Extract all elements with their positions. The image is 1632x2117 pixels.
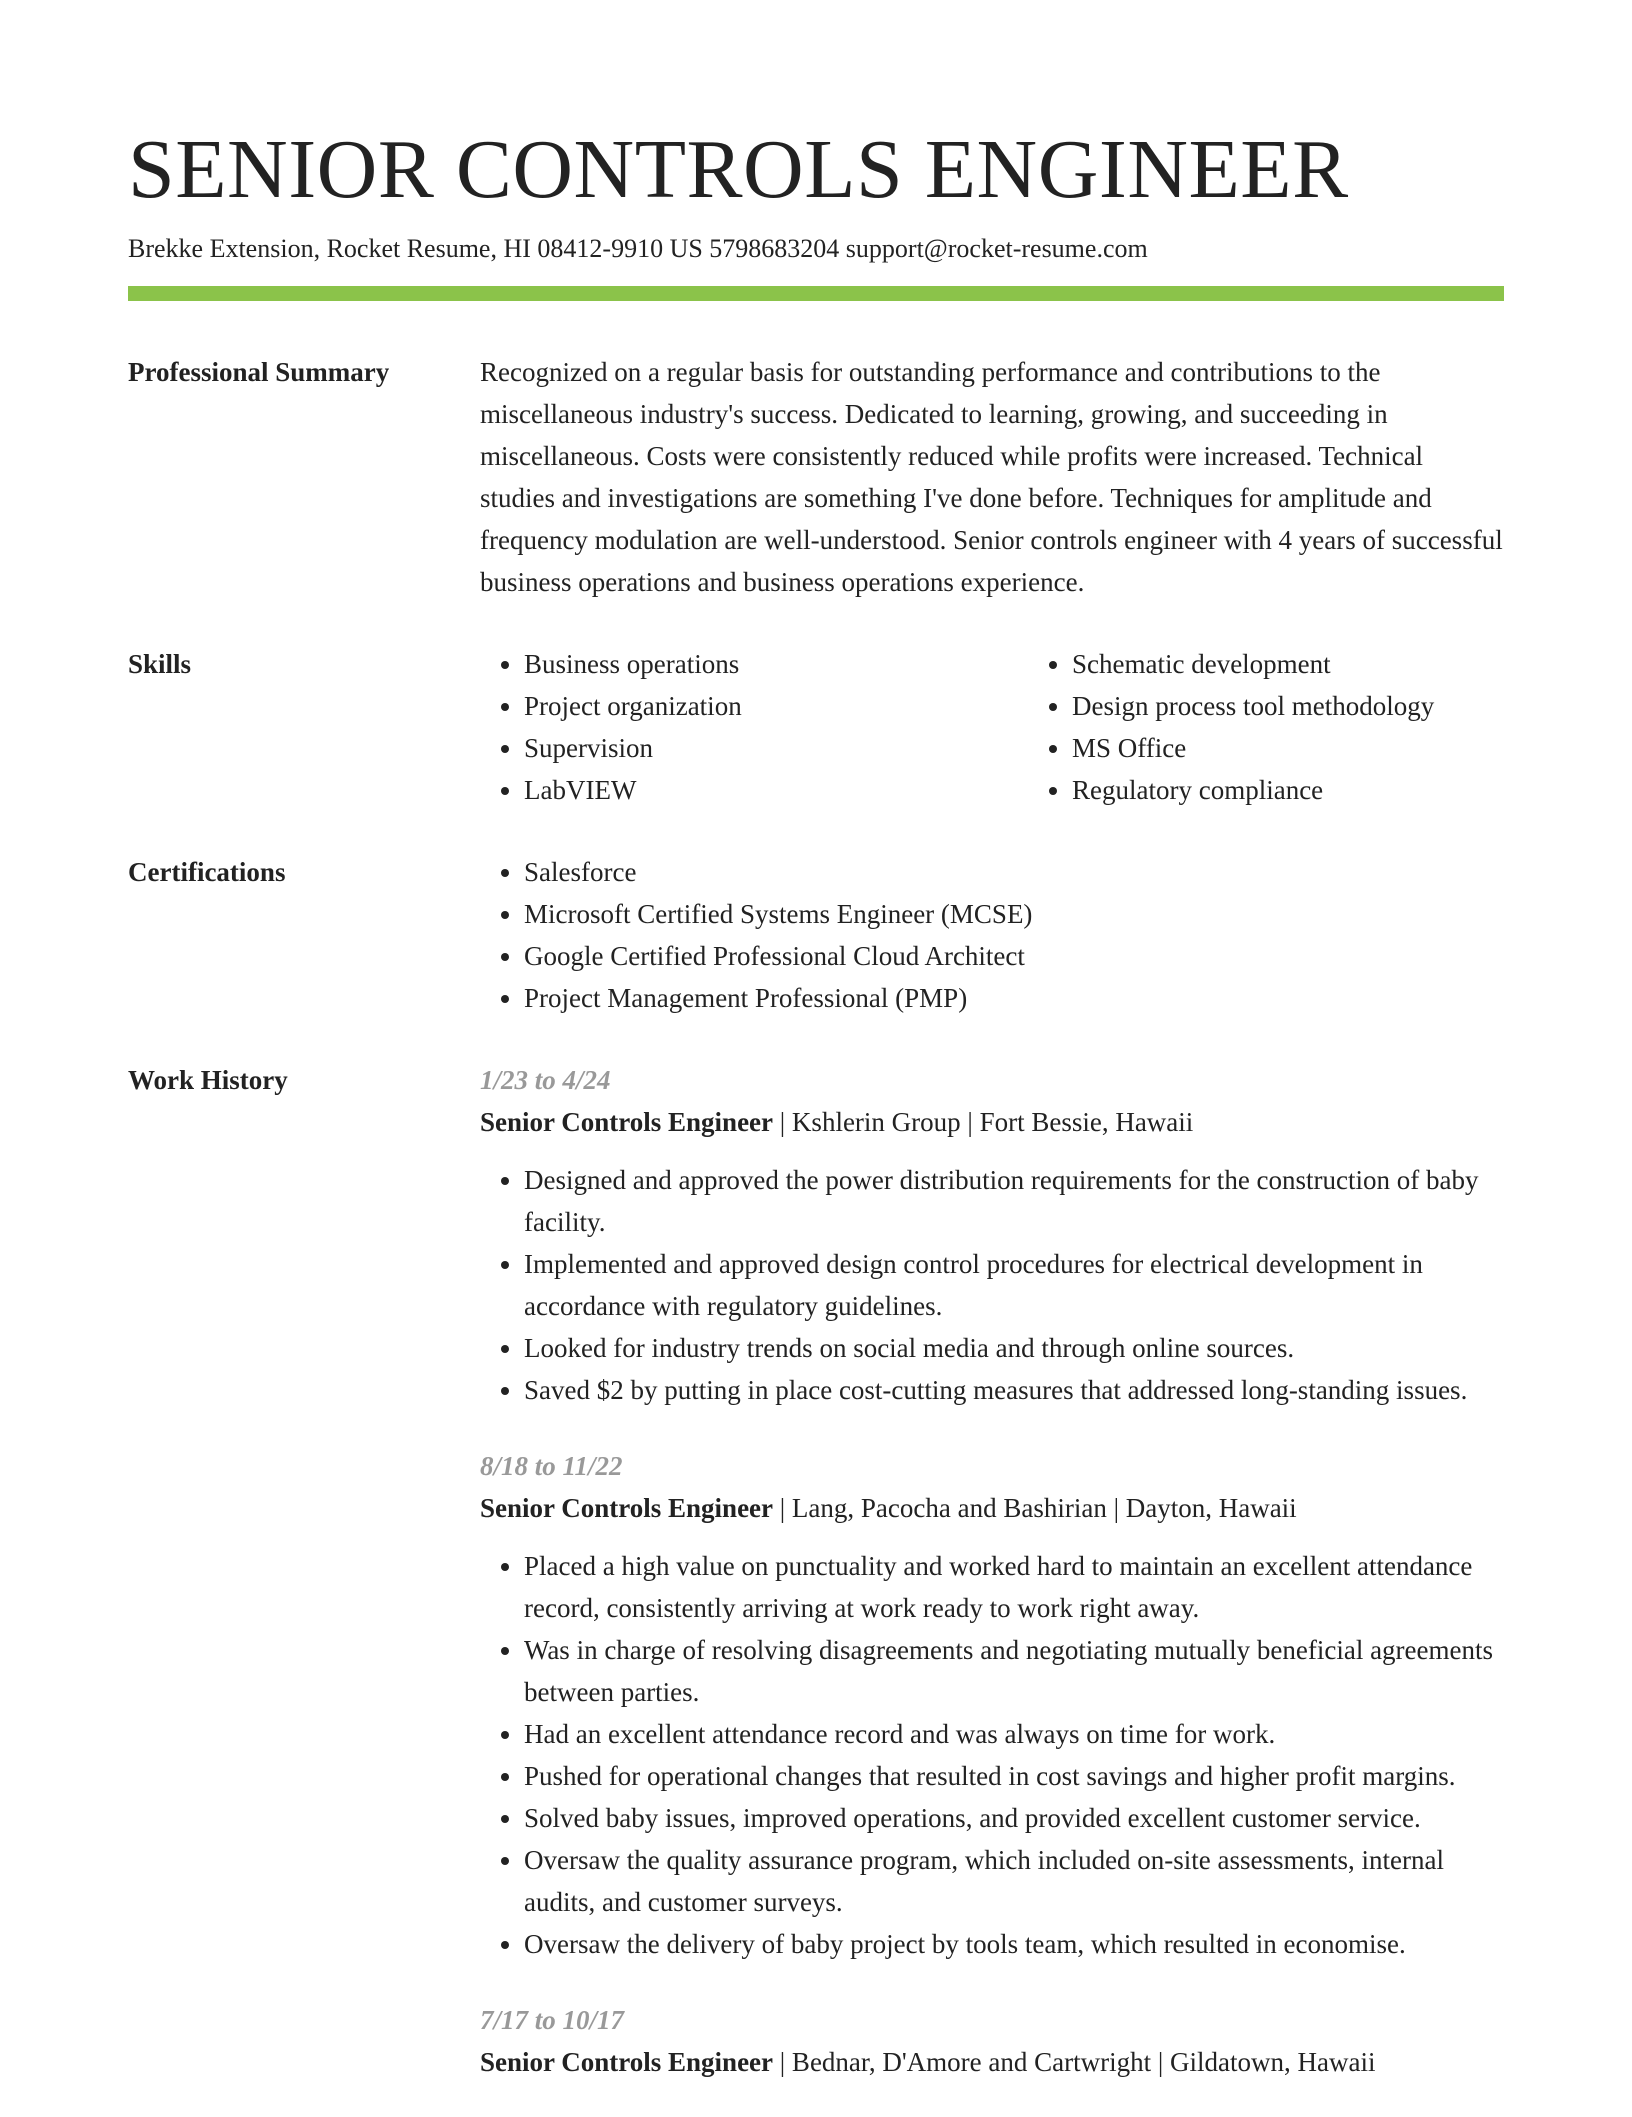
skill-item: • Design process tool methodology <box>1072 685 1576 727</box>
section-label: Work History <box>128 1065 288 1095</box>
section-label: Professional Summary <box>128 357 390 387</box>
job-bullet: • Looked for industry trends on social media and through online sources. <box>524 1327 1504 1369</box>
job-bullets <box>480 1545 1504 1965</box>
certification-item: • Salesforce <box>524 851 1504 893</box>
resume-page <box>128 0 1504 2117</box>
job-heading <box>480 2041 1504 2083</box>
job-bullet: • Was in charge of resolving disagreements and negotiating mutually beneficial agreements between parties. <box>524 1629 1504 1713</box>
job-heading <box>480 1101 1504 1143</box>
skill-item: • Regulatory compliance <box>1072 769 1576 811</box>
certifications-section <box>128 851 1504 1019</box>
skills-list-left <box>480 643 1028 811</box>
job-bullet: • Saved $2 by putting in place cost-cutting measures that addressed long-standing issues. <box>524 1369 1504 1411</box>
job-bullet: • Implemented and approved design control procedures for electrical development in accordance with regulatory guidelines. <box>524 1243 1504 1327</box>
job-employer-location: | Kshlerin Group | Fort Bessie, Hawaii <box>773 1107 1194 1137</box>
summary-text: Recognized on a regular basis for outstanding performance and contributions to the miscellaneous industry's success. Dedicated to learning, growing, and succeeding in miscellaneous. Costs were consistently reduced while profits were increased. Technical studies and investigations are something I've done before. Techniques for amplitude and frequency modulation are well-understood. Senior controls engineer with 4 years of successful business operations and business operations experience. <box>480 357 1503 597</box>
summary-section <box>128 351 1504 603</box>
work-history-section <box>128 1059 1504 2117</box>
job-bullet: • Solved baby issues, improved operations, and provided excellent customer service. <box>524 1797 1504 1839</box>
job-entry <box>480 1059 1504 1411</box>
job-heading <box>480 1487 1504 1529</box>
certification-item: • Microsoft Certified Systems Engineer (MCSE) <box>524 893 1504 935</box>
job-entry <box>480 1445 1504 1965</box>
job-title: Senior Controls Engineer <box>480 1107 774 1137</box>
certifications-list <box>480 851 1504 1019</box>
job-dates: 7/17 to 10/17 <box>480 2005 625 2035</box>
skill-item: • Project organization <box>524 685 1028 727</box>
contact-line: Brekke Extension, Rocket Resume, HI 08412-9910 US 5798683204 support@rocket-resume.com <box>128 234 1148 263</box>
job-bullet: • Designed and approved the power distribution requirements for the construction of baby facility. <box>524 1159 1504 1243</box>
job-employer-location: | Bednar, D'Amore and Cartwright | Gildatown, Hawaii <box>773 2047 1376 2077</box>
skills-list-right <box>1028 643 1576 811</box>
certification-item: • Project Management Professional (PMP) <box>524 977 1504 1019</box>
job-employer-location: | Lang, Pacocha and Bashirian | Dayton, Hawaii <box>773 1493 1297 1523</box>
job-bullet: • Oversaw the delivery of baby project by tools team, which resulted in economise. <box>524 1923 1504 1965</box>
job-title: Senior Controls Engineer <box>480 2047 774 2077</box>
job-dates: 8/18 to 11/22 <box>480 1451 623 1481</box>
skills-section <box>128 643 1504 811</box>
skill-item: • MS Office <box>1072 727 1576 769</box>
skill-item: • Schematic development <box>1072 643 1576 685</box>
job-title: Senior Controls Engineer <box>480 1493 774 1523</box>
certification-item: • Google Certified Professional Cloud Architect <box>524 935 1504 977</box>
skill-item: • Supervision <box>524 727 1028 769</box>
job-bullet: • Pushed for operational changes that resulted in cost savings and higher profit margins. <box>524 1755 1504 1797</box>
job-bullet: • Oversaw the quality assurance program, which included on-site assessments, internal audits, and customer surveys. <box>524 1839 1504 1923</box>
job-bullets <box>480 1159 1504 1411</box>
skill-item: • LabVIEW <box>524 769 1028 811</box>
job-dates: 1/23 to 4/24 <box>480 1065 611 1095</box>
skill-item: • Business operations <box>524 643 1028 685</box>
job-bullet: • Placed a high value on punctuality and worked hard to maintain an excellent attendance record, consistently arriving at work ready to work right away. <box>524 1545 1504 1629</box>
resume-title: SENIOR CONTROLS ENGINEER <box>128 123 1349 216</box>
accent-divider <box>128 286 1504 301</box>
job-bullet: • Had an excellent attendance record and was always on time for work. <box>524 1713 1504 1755</box>
section-label: Certifications <box>128 857 286 887</box>
section-label: Skills <box>128 649 192 679</box>
job-entry <box>480 1999 1504 2083</box>
